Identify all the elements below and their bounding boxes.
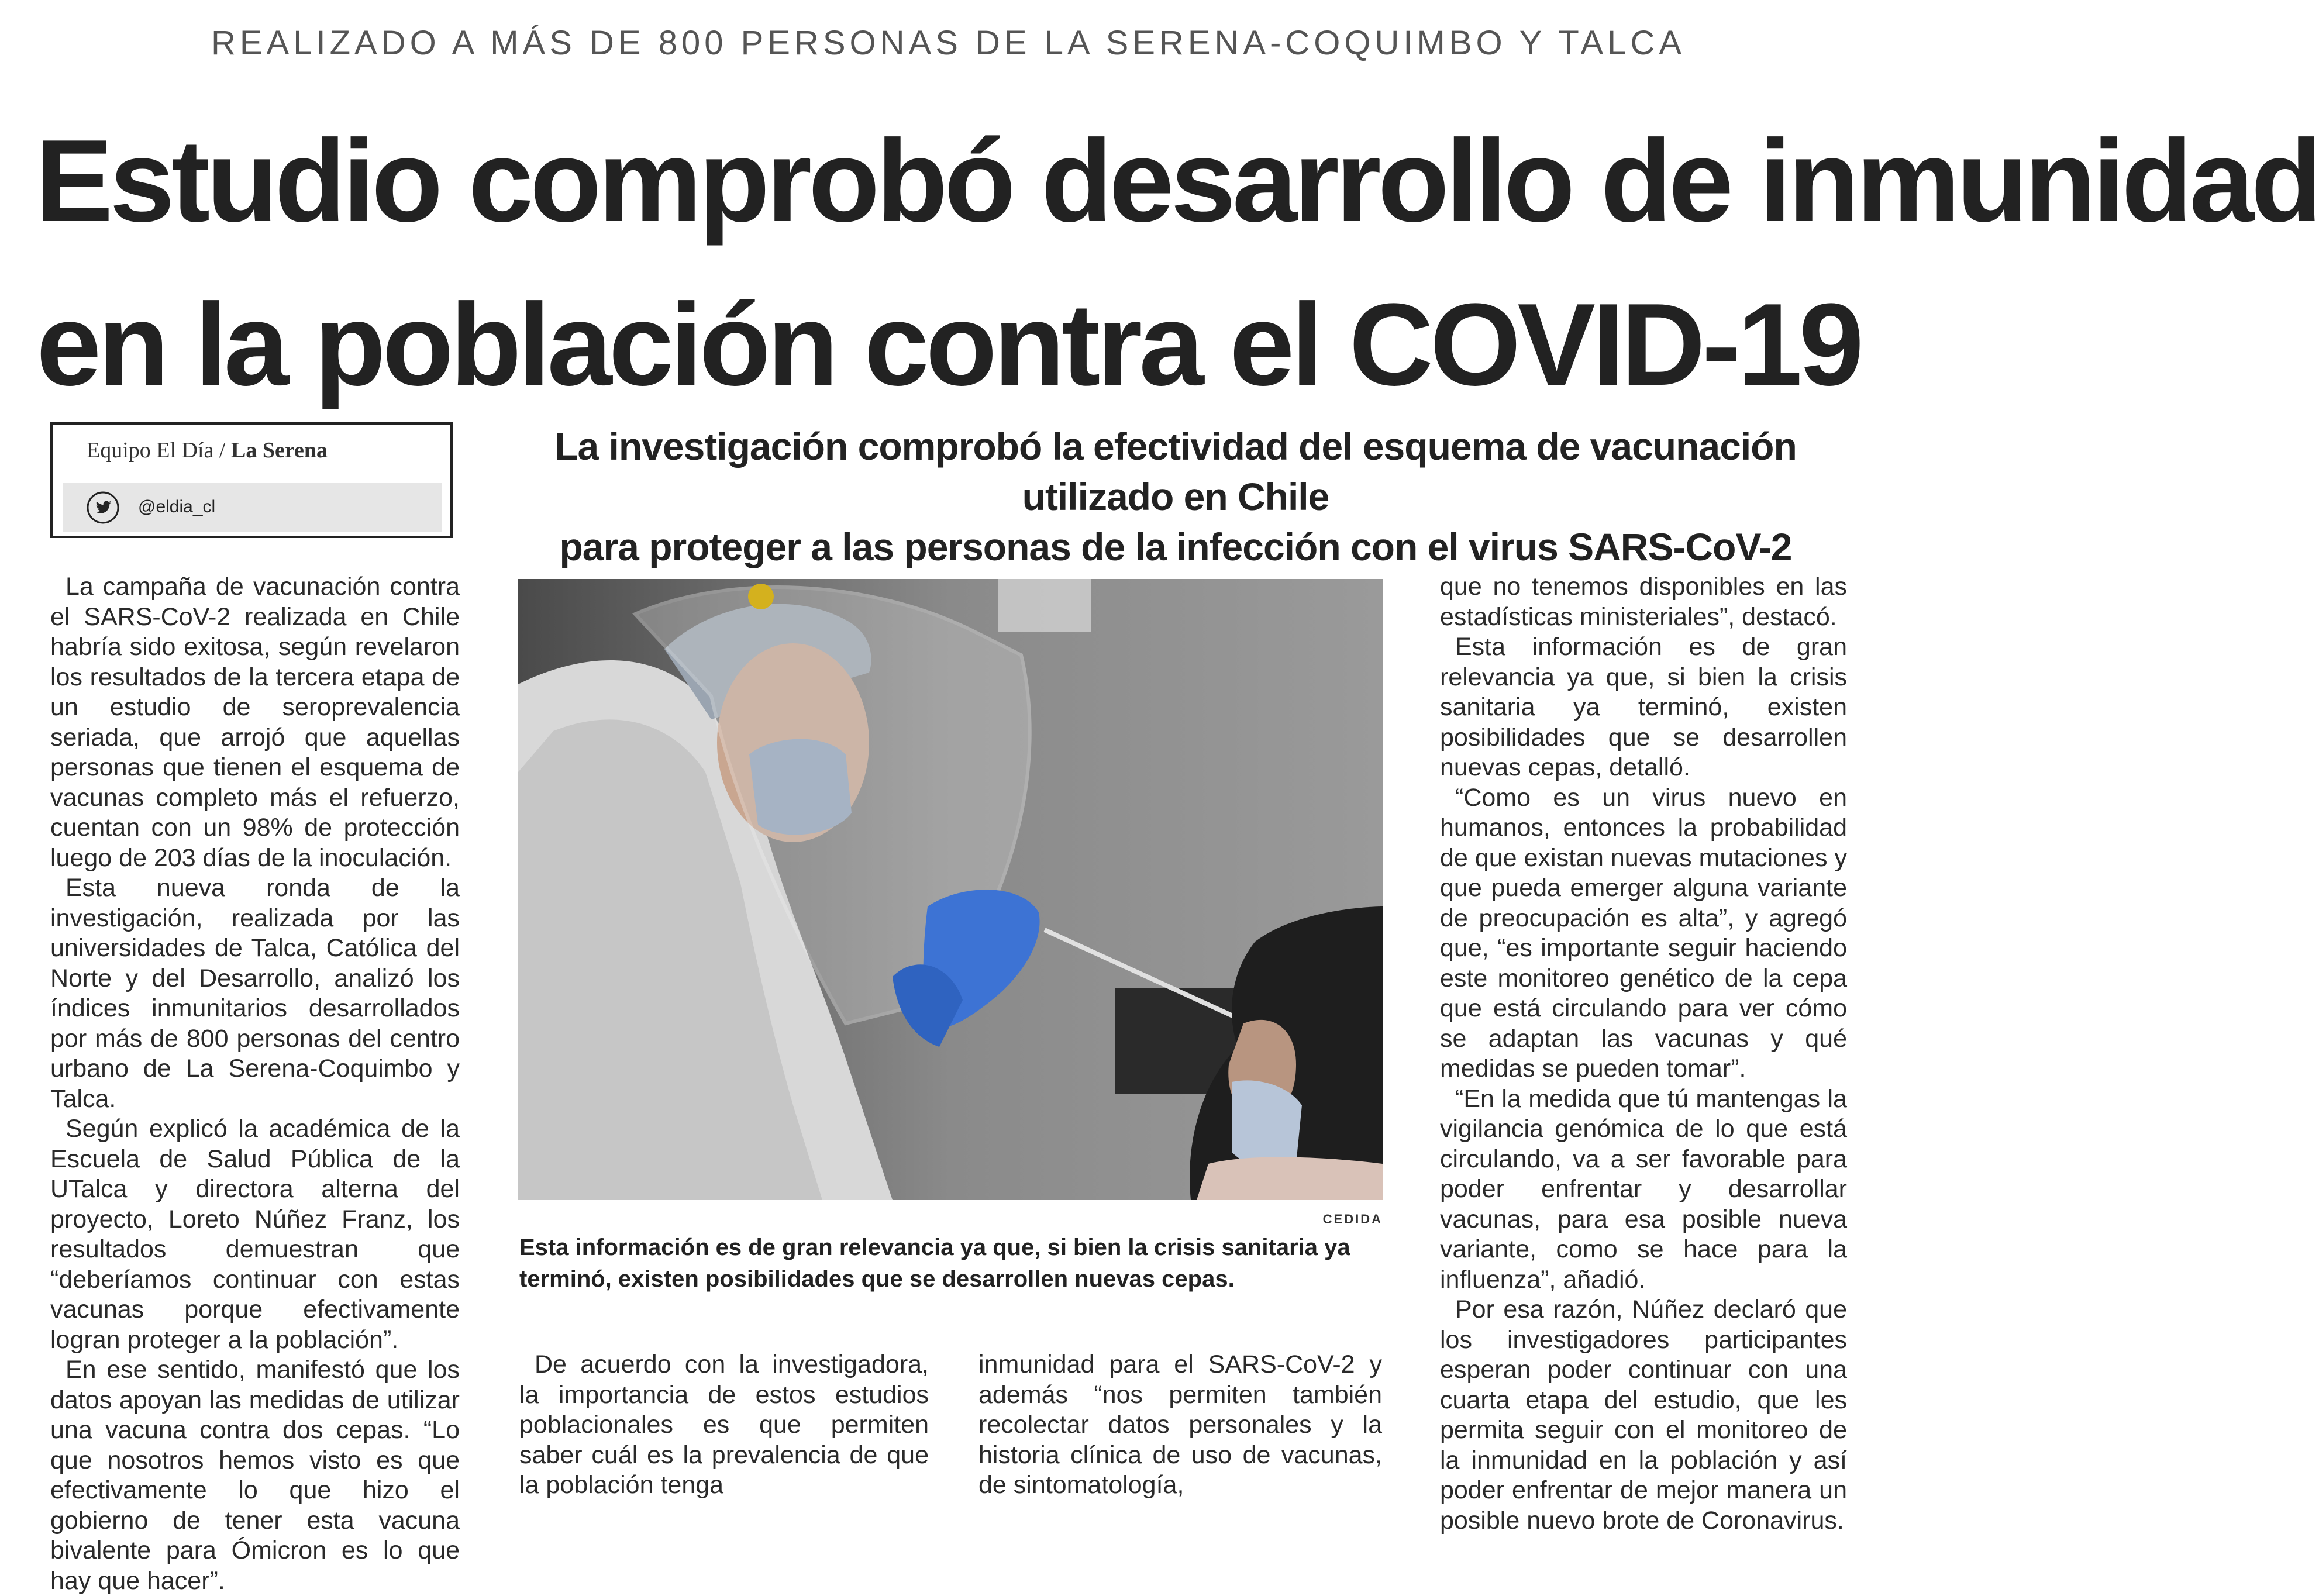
- paragraph: Esta información es de gran relevancia ya que, si bien la crisis sanitaria ya terminó, existen posibilidades que se desarrollen nuevas cepas, detalló.: [1440, 633, 1847, 781]
- headline-line-1: Estudio comprobó desarrollo de inmunidad: [35, 116, 2319, 246]
- headline-line-2: en la población contra el COVID-19: [36, 280, 1860, 410]
- news-photo: [518, 579, 1383, 1200]
- byline-box: [50, 422, 453, 538]
- article-column-3: [978, 1350, 1382, 1501]
- paragraph: De acuerdo con la investigadora, la importancia de estos estudios poblacionales es que permiten saber cuál es la prevalencia de que la población tenga: [519, 1350, 929, 1499]
- kicker: REALIZADO A MÁS DE 800 PERSONAS DE LA SERENA-COQUIMBO Y TALCA: [211, 24, 1686, 62]
- paragraph: que no tenemos disponibles en las estadísticas ministeriales”, destacó.: [1440, 573, 1847, 631]
- twitter-bar: [63, 483, 442, 532]
- article-column-4: [1440, 572, 1847, 1536]
- article-column-1: [50, 572, 460, 1596]
- paragraph: En ese sentido, manifestó que los datos apoyan las medidas de utilizar una vacuna contra dos cepas. “Lo que nosotros hemos visto es que efectivamente lo que hizo el gobierno de tener esta vacuna bivalente para Ómicron es lo que hay que hacer”.: [50, 1356, 460, 1595]
- headline: [35, 99, 2319, 427]
- article-column-2: [519, 1350, 929, 1501]
- photo-credit: CEDIDA: [1322, 1212, 1383, 1226]
- paragraph: Según explicó la académica de la Escuela de Salud Pública de la UTalca y directora alterna del proyecto, Loreto Núñez Franz, los resultados demuestran que “deberíamos continuar con estas vacunas porque efectivamente logran proteger a la población”.: [50, 1115, 460, 1354]
- twitter-bird-icon: [87, 491, 119, 524]
- byline-city: La Serena: [230, 438, 328, 463]
- photo-caption: Esta información es de gran relevancia ya que, si bien la crisis sanitaria ya terminó, existen posibilidades que se desarrollen nuevas cepas.: [519, 1235, 1350, 1292]
- paragraph: Esta nueva ronda de la investigación, realizada por las universidades de Talca, Católica del Norte y del Desarrollo, analizó los índices inmunitarios desarrollados por más de 800 personas del centro urbano de La Serena-Coquimbo y Talca.: [50, 874, 460, 1113]
- paragraph: Por esa razón, Núñez declaró que los investigadores participantes esperan poder continuar con una cuarta etapa del estudio, que les permita seguir con el monitoreo de la inmunidad en la población y así poder enfrentar de mejor manera un posible nuevo brote de Coronavirus.: [1440, 1295, 1847, 1535]
- byline-author: Equipo El Día /: [87, 438, 226, 463]
- health-worker-swab-illustration: [518, 579, 1383, 1200]
- byline: [87, 437, 328, 463]
- deck-line-1: La investigación comprobó la efectividad del esquema de vacunación utilizado en Chile: [554, 425, 1797, 518]
- paragraph: La campaña de vacunación contra el SARS-CoV-2 realizada en Chile habría sido exitosa, según revelaron los resultados de la tercera etapa de un estudio de seroprevalencia seriada, que arrojó que aquellas personas que tienen el esquema de vacunas completo más el refuerzo, cuentan con un 98% de protección luego de 203 días de la inoculación.: [50, 573, 460, 872]
- twitter-handle[interactable]: @eldia_cl: [138, 497, 216, 516]
- paragraph: inmunidad para el SARS-CoV-2 y además “nos permiten también recolectar datos personales y la historia clínica de uso de vacunas, de sintomatología,: [978, 1350, 1382, 1499]
- paragraph: “Como es un virus nuevo en humanos, entonces la probabilidad de que existan nuevas mutaciones y que pueda emerger alguna variante de preocupación es alta”, y agregó que, “es importante seguir haciendo este monitoreo genético de la cepa que está circulando para ver cómo se adaptan las vacunas y qué medidas se pueden tomar”.: [1440, 783, 1847, 1083]
- paragraph: “En la medida que tú mantengas la vigilancia genómica de lo que está circulando, va a ser favorable para poder enfrentar y desarrollar vacunas, para esa posible nueva variante, como se hace para la influenza”, añadió.: [1440, 1084, 1847, 1294]
- deck-line-2: para proteger a las personas de la infección con el virus SARS-CoV-2: [559, 525, 1792, 568]
- deck: [497, 421, 1854, 572]
